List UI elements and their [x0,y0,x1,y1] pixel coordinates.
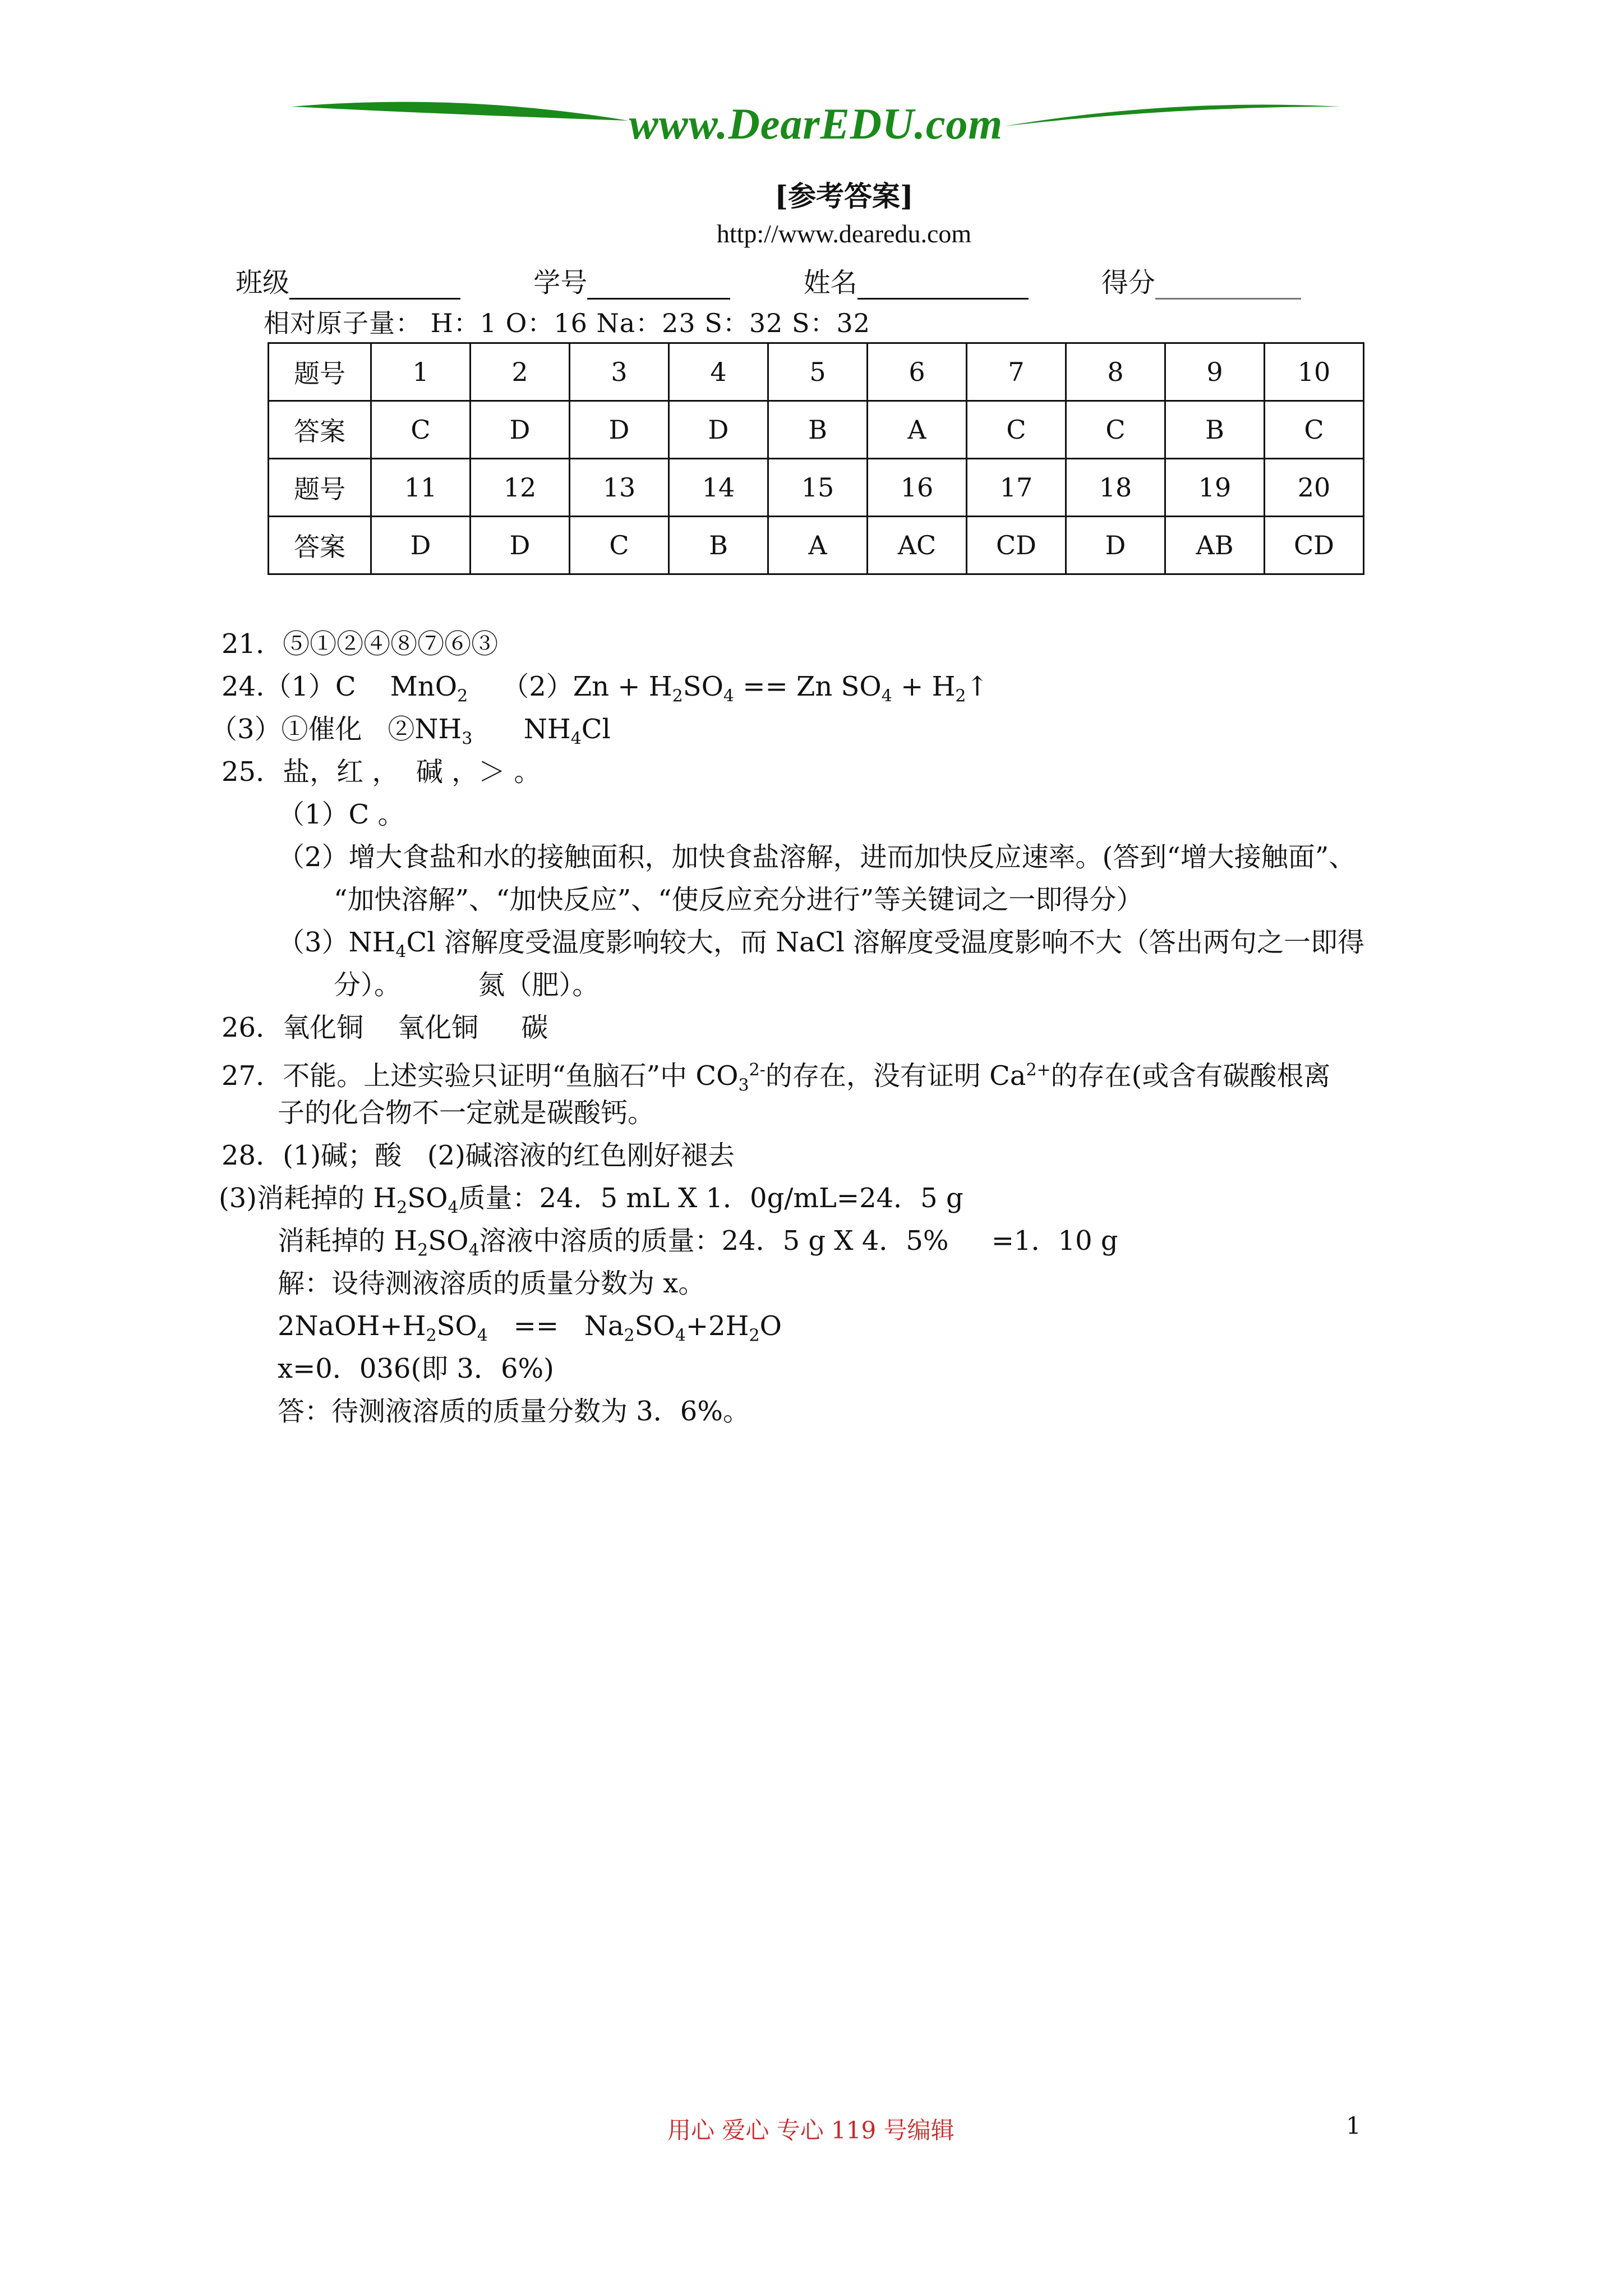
footer-slogan: 用心 爱心 专心 119 号编辑 [667,2116,955,2144]
atomic-mass-line: 相对原子量： H：1 O：16 Na：23 S：32 S：32 [264,308,871,338]
table-cell: AC [868,517,967,574]
table-cell: AB [1165,517,1265,574]
answer-25-3a: $(3)NH_4Cl$ 溶解度受温度影响较大，而 NaCl 溶解度受温度影响不大（答出两句之一即得 [278,927,1365,962]
page-number: 1 [1346,2112,1361,2139]
table-cell: 15 [768,459,868,517]
row-header-cell: 答案 [269,401,371,459]
row-header-cell: 题号 [269,459,371,517]
site-title: www.DearEDU.com [629,99,1003,148]
answer-body [210,623,1365,1433]
table-row [269,517,1364,574]
answer-24-part1: 24.（1）C MnO$_2$ $(2)Zn + H_2SO_4 == Zn$ $SO_4$ + $H_2↑$ [222,671,989,706]
answer-28-3e: x=0．036(即 3．6%) [278,1353,554,1384]
answer-28-3d: $2NaOH+H_2SO_4 == Na_2SO_4+2H_2O$ [278,1310,782,1346]
table-cell: D [570,401,669,459]
answer-24-part3: （3）①催化 $②NH_3$ $NH_4Cl$ [210,714,611,749]
table-cell: 20 [1265,459,1364,517]
answer-27b: 子的化合物不一定就是碳酸钙。 [278,1097,655,1129]
number-field: 学号 [533,261,730,300]
answer-28-3a: (3)消耗掉的 $H_2SO_4$质量：24．5 mL X 1．0g/mL=24．5 g [219,1182,963,1218]
answer-25-1: （1）C 。 [278,799,405,830]
answer-28-3b: 消耗掉的 $H_2SO_4$溶液中溶质的质量：24．5 g X 4．5% =1．10 g [278,1225,1118,1260]
table-cell: D [371,517,471,574]
answer-table [268,342,1364,575]
table-cell: 17 [967,459,1066,517]
right-swoosh-icon [1004,95,1340,135]
table-cell: A [768,517,868,574]
table-cell: B [669,517,768,574]
answer-28-3c: 解：设待测液溶质的质量分数为 x。 [278,1268,706,1299]
table-cell: 14 [669,459,768,517]
row-header-cell: 答案 [269,517,371,574]
table-cell: A [868,401,967,459]
class-field: 班级 [236,261,460,300]
table-cell: CD [1265,517,1364,574]
table-cell: C [1066,401,1165,459]
name-field: 姓名 [804,261,1029,300]
page-title: [参考答案] [774,180,914,213]
table-cell: 19 [1165,459,1265,517]
answer-27a: 27．不能。上述实验只证明“鱼脑石”中 $CO_3^{2-}$的存在，没有证明 $Ca^{2+}$的存在(或含有碳酸根离 [222,1060,1331,1096]
table-cell: 11 [371,459,471,517]
table-cell: B [768,401,868,459]
table-cell: D [1066,517,1165,574]
answer-28: 28．(1)碱；酸 (2)碱溶液的红色刚好褪去 [222,1140,735,1171]
table-cell: D [669,401,768,459]
table-cell: 3 [570,343,669,401]
answer-21: 21．⑤①②④⑧⑦⑥③ [222,628,499,660]
table-cell: D [471,401,570,459]
answer-28-3f: 答：待测液溶质的质量分数为 3．6%。 [278,1396,750,1427]
table-cell: 2 [471,343,570,401]
table-cell: 7 [967,343,1066,401]
answer-25-3b: 分）。 氮（肥）。 [334,969,600,1001]
table-cell: C [570,517,669,574]
student-info-row [236,261,1366,300]
table-cell: 4 [669,343,768,401]
table-row [269,401,1364,459]
table-cell: CD [967,517,1066,574]
up-arrow-icon: ↑ [966,671,989,702]
table-cell: B [1165,401,1265,459]
table-cell: 12 [471,459,570,517]
table-cell: 8 [1066,343,1165,401]
table-cell: C [967,401,1066,459]
table-cell: 6 [868,343,967,401]
table-row [269,343,1364,401]
row-header-cell: 题号 [269,343,371,401]
answer-25: 25．盐，红 ， 碱 ，＞ 。 [222,756,541,788]
table-cell: 16 [868,459,967,517]
score-field: 得分 [1101,261,1301,300]
answer-25-2a: （2）增大食盐和水的接触面积，加快食盐溶解，进而加快反应速率。(答到“增大接触面”、 [278,841,1356,873]
table-cell: 18 [1066,459,1165,517]
site-logo [292,95,1340,157]
table-cell: 9 [1165,343,1265,401]
table-cell: D [471,517,570,574]
table-cell: C [1265,401,1364,459]
site-url: http://www.dearedu.com [716,219,972,248]
table-row [269,459,1364,517]
table-cell: C [371,401,471,459]
table-cell: 13 [570,459,669,517]
table-cell: 5 [768,343,868,401]
table-cell: 10 [1265,343,1364,401]
table-cell: 1 [371,343,471,401]
answer-25-2b: “加快溶解”、“加快反应”、“使反应充分进行”等关键词之一即得分） [334,884,1144,915]
answer-26: 26．氧化铜 氧化铜 碳 [222,1012,548,1043]
